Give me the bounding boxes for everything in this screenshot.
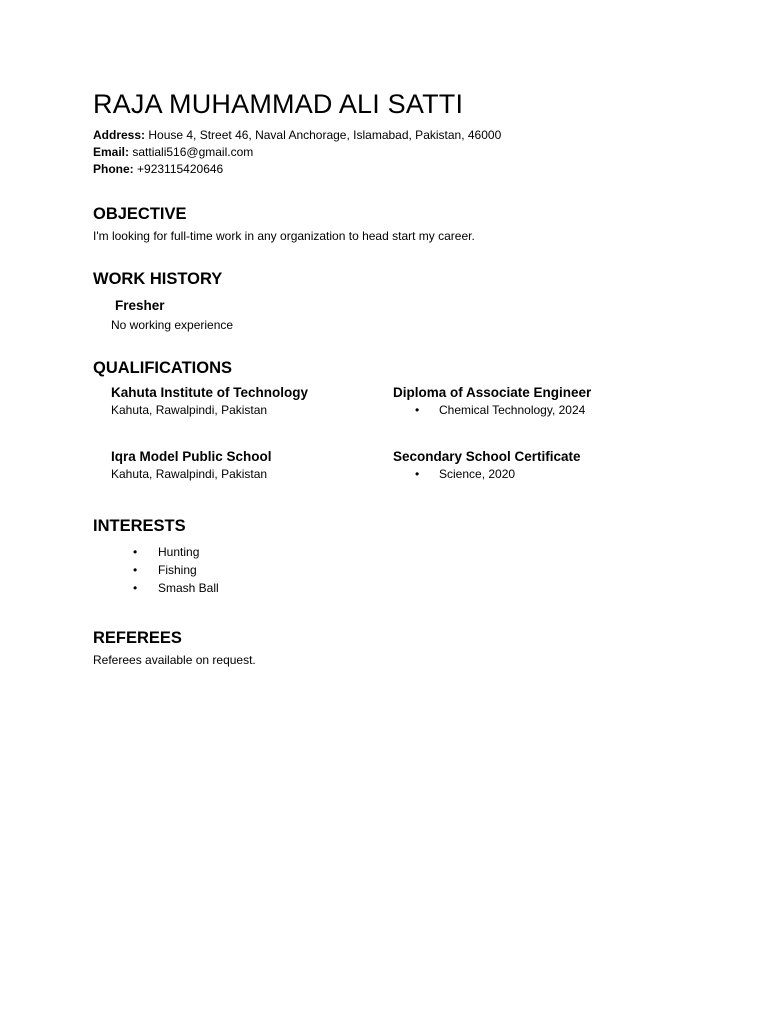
referees-heading: REFEREES: [93, 629, 182, 647]
referees-section: [93, 628, 713, 668]
objective-section: [93, 204, 713, 244]
bullet-icon: •: [133, 545, 138, 559]
work-history-heading: WORK HISTORY: [93, 270, 223, 288]
contact-block: [93, 127, 713, 178]
address-label: Address:: [93, 128, 146, 142]
interests-heading: INTERESTS: [93, 517, 186, 535]
bullet-icon: •: [133, 563, 138, 577]
institution-name: Kahuta Institute of Technology: [111, 385, 308, 400]
interests-section: [93, 516, 713, 597]
institution-location: Kahuta, Rawalpindi, Pakistan: [111, 467, 268, 481]
bullet-icon: •: [415, 403, 420, 417]
interest-label: Smash Ball: [158, 581, 219, 595]
objective-text: I'm looking for full-time work in any organization to head start my career.: [93, 229, 475, 243]
interest-label: Fishing: [158, 563, 197, 577]
interests-list: [93, 543, 713, 597]
email-line: [93, 144, 713, 161]
work-description: No working experience: [111, 318, 234, 332]
qualification-detail: Science, 2020: [439, 467, 516, 481]
qualifications-heading: QUALIFICATIONS: [93, 359, 233, 377]
list-item: [93, 543, 713, 561]
qualification-detail: Chemical Technology, 2024: [439, 403, 586, 417]
referees-text: Referees available on request.: [93, 653, 256, 667]
phone-label: Phone:: [93, 162, 134, 176]
work-role: Fresher: [115, 298, 165, 313]
work-history-section: [93, 269, 713, 333]
resume-document: [93, 88, 713, 668]
qualification-award: [393, 384, 591, 418]
address-line: [93, 127, 713, 144]
bullet-icon: •: [415, 467, 420, 481]
qualification-detail-item: [393, 403, 591, 418]
qualification-detail-item: [393, 467, 581, 482]
phone-value: +923115420646: [137, 162, 224, 176]
address-value: House 4, Street 46, Naval Anchorage, Islamabad, Pakistan, 46000: [148, 128, 502, 142]
qualifications-grid: [93, 384, 713, 484]
qualification-name: Secondary School Certificate: [393, 449, 581, 464]
institution-name: Iqra Model Public School: [111, 449, 272, 464]
qualification-name: Diploma of Associate Engineer: [393, 385, 592, 400]
objective-heading: OBJECTIVE: [93, 205, 187, 223]
candidate-name: RAJA MUHAMMAD ALI SATTI: [93, 89, 464, 119]
phone-line: [93, 161, 713, 178]
interest-label: Hunting: [158, 545, 200, 559]
list-item: [93, 561, 713, 579]
bullet-icon: •: [133, 581, 138, 595]
email-value: sattiali516@gmail.com: [132, 145, 254, 159]
qualification-institution: [111, 384, 308, 418]
qualification-institution: [111, 448, 272, 482]
qualification-award: [393, 448, 581, 482]
list-item: [93, 579, 713, 597]
email-label: Email:: [93, 145, 130, 159]
qualifications-section: [93, 358, 713, 484]
institution-location: Kahuta, Rawalpindi, Pakistan: [111, 403, 268, 417]
